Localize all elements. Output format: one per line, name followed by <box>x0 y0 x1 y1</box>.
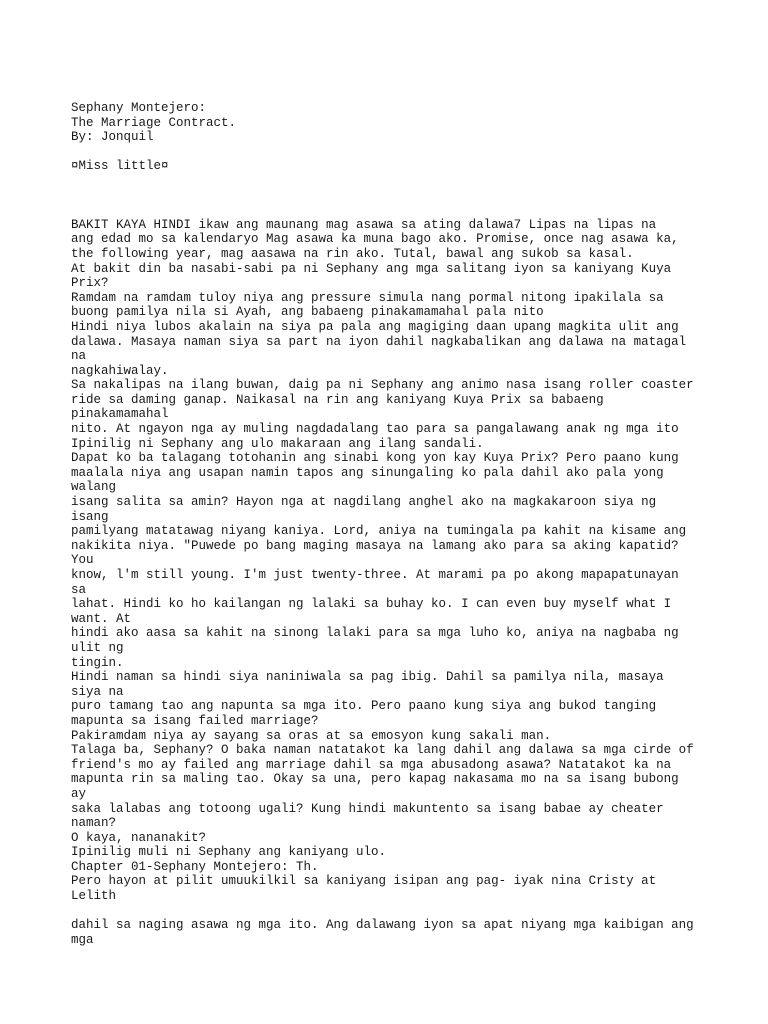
text-line: ride sa daming ganap. Naikasal na rin ang kaniyang Kuya Prix sa babaeng <box>71 392 604 407</box>
text-line: Sa nakalipas na ilang buwan, daig pa ni Sephany ang animo nasa isang roller coaster <box>71 378 694 393</box>
text-line: walang <box>71 480 117 495</box>
text-line: want. At <box>71 611 132 626</box>
text-line: At bakit din ba nasabi-sabi pa ni Sephany ang mga salitang iyon sa kaniyang Kuya <box>71 261 672 276</box>
text-line: Chapter 01-Sephany Montejero: Th. <box>71 859 319 874</box>
text-line: mapunta sa isang failed marriage? <box>71 713 319 728</box>
text-line: na <box>71 349 87 364</box>
text-line: saka lalabas ang totoong ugali? Kung hindi makuntento sa isang babae ay cheater <box>71 801 664 816</box>
text-line: Ipinilig muli ni Sephany ang kaniyang ulo. <box>71 845 387 860</box>
story-title: The Marriage Contract. <box>71 115 237 130</box>
text-line: dahil sa naging asawa ng mga ito. Ang dalawang iyon sa apat niyang mga kaibigan ang <box>71 918 694 933</box>
text-line: O kaya, nananakit? <box>71 830 207 845</box>
text-line: isang <box>71 509 109 524</box>
author-heading: Sephany Montejero: <box>71 101 207 115</box>
text-line: the following year, mag aasawa na rin ako. Tutal, bawal ang sukob sa kasal. <box>71 246 634 261</box>
text-line: lahat. Hindi ko ho kailangan ng lalaki sa buhay ko. I can even buy myself what I <box>71 597 672 612</box>
body-text <box>71 218 751 904</box>
text-line: mapunta rin sa maling tao. Okay sa una, pero kapag nakasama mo na sa isang bubong <box>71 772 679 787</box>
text-line: ang edad mo sa kalendaryo Mag asawa ka muna bago ako. Promise, once nag asawa ka, <box>71 232 679 247</box>
text-line: know, l'm still young. I'm just twenty-three. At marami pa po akong mapapatunayan <box>71 568 679 582</box>
text-line: naman? <box>71 816 117 831</box>
text-line: Talaga ba, Sephany? O baka naman natatakot ka lang dahil ang dalawa sa mga cirde of <box>71 743 694 758</box>
text-line: ay <box>71 786 87 801</box>
text-line: Ramdam na ramdam tuloy niya ang pressure simula nang pormal nitong ipakilala sa <box>71 290 664 305</box>
text-line: pinakamamahal <box>71 407 169 422</box>
text-line: Pero hayon at pilit umuukilkil sa kaniyang isipan ang pag- iyak nina Cristy at <box>71 874 657 889</box>
text-line: maalala niya ang usapan namin tapos ang sinungaling ko pala dahil ako pala yong <box>71 465 664 480</box>
document-page <box>71 101 751 947</box>
text-line: pamilyang matatawag niyang kaniya. Lord, aniya na tumingala pa kahit na kisame ang <box>71 524 687 539</box>
text-line: puro tamang tao ang napunta sa mga ito. Pero paano kung siya ang bukod tanging <box>71 699 657 714</box>
text-line: isang salita sa amin? Hayon nga at nagdilang anghel ako na magkakaroon siya ng <box>71 495 657 510</box>
text-line: BAKIT KAYA HINDI ikaw ang maunang mag asawa sa ating dalawa7 Lipas na lipas na <box>71 217 657 232</box>
text-line: Hindi niya lubos akalain na siya pa pala ang magiging daan upang magkita ulit ang <box>71 319 679 334</box>
text-line: nagkahiwalay. <box>71 363 169 378</box>
text-line: Hindi naman sa hindi siya naniniwala sa pag ibig. Dahil sa pamilya nila, masaya <box>71 670 664 685</box>
text-line: tingin. <box>71 655 124 670</box>
text-line: sa <box>71 582 87 597</box>
text-line: nakikita niya. "Puwede po bang maging masaya na lamang ako para sa aking kapatid? <box>71 538 679 553</box>
title-block <box>71 101 751 145</box>
text-line: buong pamilya nila si Ayah, ang babaeng pinakamamahal pala nito <box>71 305 544 320</box>
text-line: You <box>71 553 94 568</box>
text-line: hindi ako aasa sa kahit na sinong lalaki para sa mga luho ko, aniya na nagbaba ng <box>71 626 679 641</box>
text-line: friend's mo ay failed ang marriage dahil sa mga abusadong asawa? Natatakot ka na <box>71 757 672 772</box>
text-line: mga <box>71 932 94 947</box>
text-line: siya na <box>71 684 124 699</box>
text-line: nito. At ngayon nga ay muling nagdadalang tao para sa pangalawang anak ng mga ito <box>71 422 679 437</box>
body-text-continued <box>71 918 751 947</box>
text-line: Lelith <box>71 889 117 904</box>
dedication: ¤Miss little¤ <box>71 159 169 174</box>
text-line: ulit ng <box>71 640 124 655</box>
text-line: dalawa. Masaya naman siya sa part na iyon dahil nagkabalikan ang dalawa na matagal <box>71 334 687 349</box>
byline: By: Jonquil <box>71 130 154 145</box>
text-line: Dapat ko ba talagang totohanin ang sinabi kong yon kay Kuya Prix? Pero paano kung <box>71 451 679 466</box>
text-line: Ipinilig ni Sephany ang ulo makaraan ang ilang sandali. <box>71 436 484 451</box>
text-line: Prix? <box>71 276 109 291</box>
text-line: Pakiramdam niya ay sayang sa oras at sa emosyon kung sakali man. <box>71 728 552 743</box>
